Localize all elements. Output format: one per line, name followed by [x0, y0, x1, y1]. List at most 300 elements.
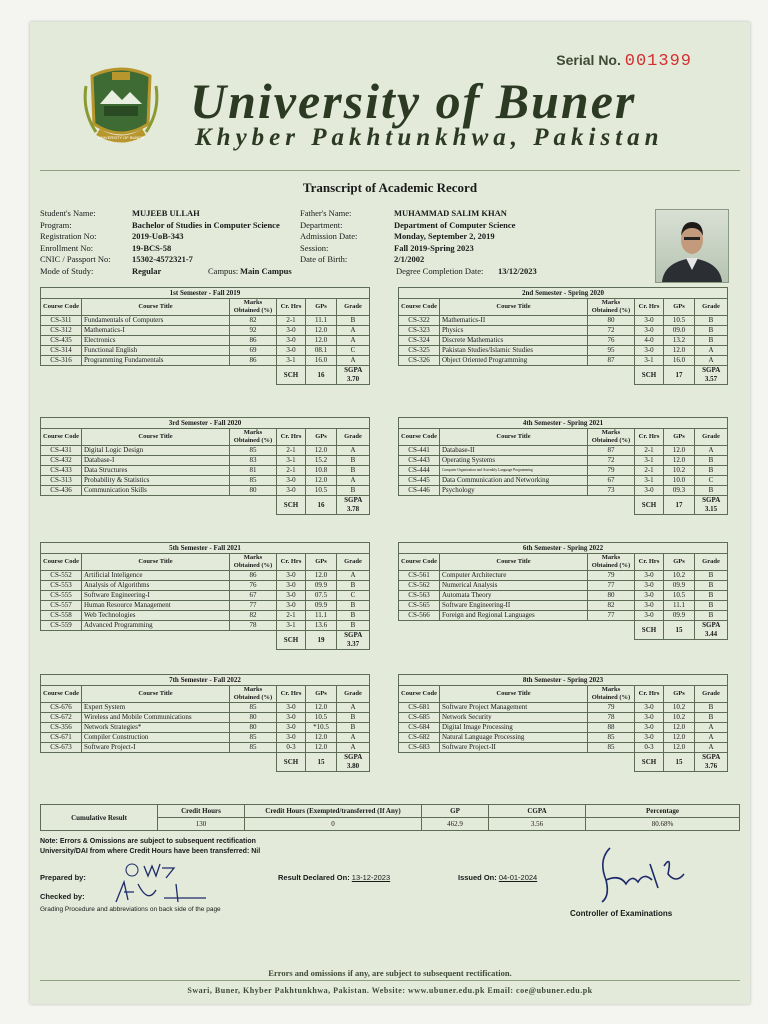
- course-cr: 0-3: [635, 743, 664, 753]
- course-row: [41, 733, 370, 743]
- course-code: CS-446: [399, 486, 440, 496]
- cnic-value: 15302-4572321-7: [132, 254, 193, 265]
- course-marks: 77: [588, 581, 635, 591]
- course-gps: 12.0: [664, 733, 695, 743]
- sch-label: SCH: [277, 753, 306, 772]
- course-gps: 12.0: [664, 446, 695, 456]
- course-grade: B: [695, 581, 728, 591]
- result-declared: [278, 873, 390, 882]
- course-cr: 3-0: [277, 346, 306, 356]
- course-cr: 3-0: [277, 326, 306, 336]
- course-gps: 12.0: [306, 476, 337, 486]
- footer-divider: [40, 980, 740, 981]
- col-code: Course Code: [399, 686, 440, 703]
- course-marks: 80: [230, 486, 277, 496]
- course-grade: A: [695, 346, 728, 356]
- sgpa-label: SGPA: [344, 366, 362, 374]
- col-grade: Grade: [695, 554, 728, 571]
- course-cr: 2-1: [277, 316, 306, 326]
- course-code: CS-445: [399, 476, 440, 486]
- semester-title: 6th Semester - Spring 2022: [399, 543, 728, 554]
- student-name: MUJEEB ULLAH: [132, 208, 200, 218]
- controller-title: Controller of Examinations: [570, 909, 673, 918]
- course-title: Advanced Programming: [82, 621, 230, 631]
- sgpa-label: SGPA: [344, 753, 362, 761]
- program-label: Program:: [40, 219, 72, 230]
- course-grade: A: [695, 733, 728, 743]
- address-footer: Swari, Buner, Khyber Pakhtunkhwa, Pakistan. Website: www.ubuner.edu.pk Email: coe@ubuner.edu.pk: [187, 986, 593, 995]
- course-code: CS-444: [399, 466, 440, 476]
- university-name: University of Buner: [190, 73, 637, 129]
- course-marks: 81: [230, 466, 277, 476]
- course-title: Analysis of Algorithms: [82, 581, 230, 591]
- col-cr: Cr. Hrs: [635, 554, 664, 571]
- serial-number: [556, 52, 692, 71]
- col-cr: Cr. Hrs: [277, 299, 306, 316]
- course-code: CS-325: [399, 346, 440, 356]
- admission-value: Monday, September 2, 2019: [394, 231, 495, 242]
- course-title: Probability & Statistics: [82, 476, 230, 486]
- course-marks: 72: [588, 456, 635, 466]
- course-title: Artificial Inteligence: [82, 571, 230, 581]
- col-title: Course Title: [440, 299, 588, 316]
- semester-table: [40, 417, 370, 515]
- course-grade: B: [695, 591, 728, 601]
- sgpa-label: SGPA: [702, 621, 720, 629]
- course-gps: 11.1: [306, 611, 337, 621]
- course-code: CS-316: [41, 356, 82, 366]
- declared-value: 13-12-2023: [351, 873, 391, 882]
- sch-label: SCH: [635, 496, 664, 515]
- course-gps: 12.0: [306, 571, 337, 581]
- col-title: Course Title: [440, 686, 588, 703]
- course-cr: 3-0: [635, 326, 664, 336]
- semester-table: [40, 542, 370, 650]
- semester-table: [398, 287, 728, 385]
- course-cr: 3-0: [277, 486, 306, 496]
- col-grade: Grade: [337, 554, 370, 571]
- course-marks: 95: [588, 346, 635, 356]
- course-grade: A: [695, 743, 728, 753]
- sgpa-label: SGPA: [702, 496, 720, 504]
- col-cr: Cr. Hrs: [277, 686, 306, 703]
- course-title: Communication Skills: [82, 486, 230, 496]
- course-cr: 3-0: [277, 581, 306, 591]
- course-title: Object Oriented Programming: [440, 356, 588, 366]
- col-grade: Grade: [337, 686, 370, 703]
- course-code: CS-432: [41, 456, 82, 466]
- course-gps: 11.1: [664, 601, 695, 611]
- sch-value: 17: [664, 366, 695, 385]
- semester-title: 7th Semester - Fall 2022: [41, 675, 370, 686]
- course-cr: 3-0: [635, 571, 664, 581]
- course-title: Functional English: [82, 346, 230, 356]
- course-title: Software Project-I: [82, 743, 230, 753]
- percentage-label: Percentage: [586, 805, 740, 818]
- col-gps: GPs: [306, 429, 337, 446]
- name-label: Student's Name:: [40, 208, 96, 218]
- col-title: Course Title: [82, 299, 230, 316]
- course-grade: B: [337, 621, 370, 631]
- col-code: Course Code: [399, 554, 440, 571]
- course-grade: B: [337, 486, 370, 496]
- course-gps: 07.5: [306, 591, 337, 601]
- semester-title: 4th Semester - Spring 2021: [399, 418, 728, 429]
- course-row: [399, 466, 728, 476]
- course-marks: 79: [588, 466, 635, 476]
- sch-value: 17: [664, 496, 695, 515]
- course-title: Electronics: [82, 336, 230, 346]
- course-code: CS-312: [41, 326, 82, 336]
- course-gps: 10.5: [664, 591, 695, 601]
- course-gps: 11.1: [306, 316, 337, 326]
- course-cr: 3-0: [635, 316, 664, 326]
- course-title: Automata Theory: [440, 591, 588, 601]
- col-grade: Grade: [337, 429, 370, 446]
- col-gps: GPs: [664, 554, 695, 571]
- course-title: Database-I: [82, 456, 230, 466]
- course-row: [41, 456, 370, 466]
- course-grade: A: [337, 571, 370, 581]
- course-marks: 82: [230, 611, 277, 621]
- course-gps: 10.2: [664, 466, 695, 476]
- course-gps: 12.0: [306, 336, 337, 346]
- course-title: Computer Architecture: [440, 571, 588, 581]
- course-cr: 3-1: [635, 476, 664, 486]
- course-code: CS-324: [399, 336, 440, 346]
- course-row: [399, 326, 728, 336]
- semester-table: [40, 287, 370, 385]
- course-row: [399, 486, 728, 496]
- father-label: Father's Name:: [300, 208, 352, 218]
- course-code: CS-685: [399, 713, 440, 723]
- sgpa-label: SGPA: [344, 631, 362, 639]
- session-value: Fall 2019-Spring 2023: [394, 242, 474, 253]
- percentage-value: 80.68%: [586, 818, 740, 831]
- dob-label: Date of Birth:: [300, 254, 348, 265]
- course-title: Network Strategies*: [82, 723, 230, 733]
- course-grade: C: [337, 591, 370, 601]
- mode-label: Mode of Study:: [40, 265, 94, 276]
- course-marks: 80: [230, 713, 277, 723]
- course-grade: A: [337, 743, 370, 753]
- semester-table: [398, 674, 728, 772]
- course-title: Data Communication and Networking: [440, 476, 588, 486]
- course-cr: 3-0: [277, 336, 306, 346]
- course-row: [399, 591, 728, 601]
- sgpa-cell: [337, 366, 370, 385]
- col-gps: GPs: [306, 299, 337, 316]
- sgpa-value: 3.70: [346, 375, 360, 383]
- course-marks: 86: [230, 356, 277, 366]
- course-title: Digital Logic Design: [82, 446, 230, 456]
- sgpa-cell: [695, 496, 728, 515]
- course-title: Human Resource Management: [82, 601, 230, 611]
- province-name: Khyber Pakhtunkhwa, Pakistan: [195, 124, 664, 151]
- sch-value: 15: [306, 753, 337, 772]
- course-title: Compiler Construction: [82, 733, 230, 743]
- course-grade: A: [337, 336, 370, 346]
- course-grade: A: [695, 446, 728, 456]
- col-marks: Marks Obtained (%): [230, 686, 277, 703]
- course-cr: 2-1: [277, 466, 306, 476]
- course-grade: B: [337, 581, 370, 591]
- col-cr: Cr. Hrs: [635, 299, 664, 316]
- course-grade: A: [337, 476, 370, 486]
- course-marks: 79: [588, 703, 635, 713]
- course-gps: *10.5: [306, 723, 337, 733]
- course-marks: 78: [230, 621, 277, 631]
- course-gps: 12.0: [306, 446, 337, 456]
- col-code: Course Code: [399, 429, 440, 446]
- course-grade: B: [695, 713, 728, 723]
- col-code: Course Code: [399, 299, 440, 316]
- course-gps: 10.8: [306, 466, 337, 476]
- registration-value: 2019-UoB-343: [132, 231, 184, 242]
- course-code: CS-436: [41, 486, 82, 496]
- course-gps: 09.9: [664, 611, 695, 621]
- grading-note: Grading Procedure and abbreviations on back side of the page: [40, 906, 221, 913]
- course-grade: B: [337, 316, 370, 326]
- course-code: CS-441: [399, 446, 440, 456]
- col-code: Course Code: [41, 429, 82, 446]
- sgpa-cell: [695, 753, 728, 772]
- sgpa-cell: [337, 631, 370, 650]
- course-marks: 80: [588, 316, 635, 326]
- course-title: Foreign and Regional Languages: [440, 611, 588, 621]
- sgpa-value: 3.15: [704, 505, 718, 513]
- course-marks: 76: [588, 336, 635, 346]
- sch-label: SCH: [635, 621, 664, 640]
- course-marks: 86: [230, 336, 277, 346]
- student-info-right: [300, 208, 537, 278]
- mode-value: Regular: [132, 265, 162, 276]
- col-title: Course Title: [82, 686, 230, 703]
- course-grade: B: [695, 486, 728, 496]
- course-code: CS-314: [41, 346, 82, 356]
- course-title: Operating Systems: [440, 456, 588, 466]
- course-marks: 85: [230, 743, 277, 753]
- exempted-label: Credit Hours (Exempted/transferred (If Any): [245, 805, 422, 818]
- course-code: CS-676: [41, 703, 82, 713]
- course-gps: 09.0: [664, 326, 695, 336]
- semester-title: 5th Semester - Fall 2021: [41, 543, 370, 554]
- course-row: [41, 621, 370, 631]
- course-title: Database-II: [440, 446, 588, 456]
- course-row: [41, 601, 370, 611]
- course-cr: 3-1: [277, 356, 306, 366]
- course-row: [41, 316, 370, 326]
- course-title: Mathematics-II: [440, 316, 588, 326]
- course-grade: B: [337, 466, 370, 476]
- course-marks: 88: [588, 723, 635, 733]
- course-grade: B: [695, 703, 728, 713]
- course-grade: B: [695, 571, 728, 581]
- course-title: Computer Organization and Assembly Language Programming: [440, 466, 588, 476]
- course-gps: 12.0: [306, 703, 337, 713]
- enrollment-value: 19-BCS-58: [132, 242, 172, 253]
- course-gps: 10.5: [664, 316, 695, 326]
- col-marks: Marks Obtained (%): [588, 554, 635, 571]
- course-code: CS-553: [41, 581, 82, 591]
- course-row: [399, 476, 728, 486]
- course-marks: 83: [230, 456, 277, 466]
- col-gps: GPs: [306, 686, 337, 703]
- col-cr: Cr. Hrs: [635, 686, 664, 703]
- sgpa-cell: [695, 621, 728, 640]
- course-row: [41, 713, 370, 723]
- course-row: [41, 571, 370, 581]
- course-row: [41, 326, 370, 336]
- course-grade: A: [337, 733, 370, 743]
- course-code: CS-671: [41, 733, 82, 743]
- course-cr: 3-0: [277, 476, 306, 486]
- course-code: CS-561: [399, 571, 440, 581]
- student-info-left: [40, 208, 292, 278]
- course-marks: 78: [588, 713, 635, 723]
- course-title: Expert System: [82, 703, 230, 713]
- course-cr: 3-0: [635, 486, 664, 496]
- sgpa-value: 3.78: [346, 505, 360, 513]
- course-cr: 3-0: [277, 703, 306, 713]
- course-marks: 73: [588, 486, 635, 496]
- course-row: [399, 713, 728, 723]
- course-code: CS-431: [41, 446, 82, 456]
- course-gps: 10.0: [664, 476, 695, 486]
- semester-title: 1st Semester - Fall 2019: [41, 288, 370, 299]
- col-marks: Marks Obtained (%): [588, 686, 635, 703]
- course-code: CS-323: [399, 326, 440, 336]
- col-grade: Grade: [695, 429, 728, 446]
- program-value: Bachelor of Studies in Computer Science: [132, 219, 280, 230]
- col-cr: Cr. Hrs: [277, 554, 306, 571]
- course-row: [399, 703, 728, 713]
- semester-table: [398, 417, 728, 515]
- course-cr: 3-0: [635, 581, 664, 591]
- logo-text: UNIVERSITY OF BUNER: [98, 135, 144, 140]
- course-row: [41, 703, 370, 713]
- course-code: CS-313: [41, 476, 82, 486]
- semester-title: 3rd Semester - Fall 2020: [41, 418, 370, 429]
- col-gps: GPs: [664, 299, 695, 316]
- course-title: Digital Image Processing: [440, 723, 588, 733]
- course-cr: 3-0: [635, 346, 664, 356]
- serial-label: Serial No.: [556, 52, 621, 68]
- sch-value: 16: [306, 366, 337, 385]
- course-code: CS-433: [41, 466, 82, 476]
- cgpa-value: 3.56: [489, 818, 586, 831]
- course-row: [41, 486, 370, 496]
- course-gps: 08.1: [306, 346, 337, 356]
- controller-signature-icon: [580, 844, 690, 906]
- course-grade: B: [695, 336, 728, 346]
- document-title: Transcript of Academic Record: [302, 180, 478, 195]
- sgpa-value: 3.76: [704, 762, 718, 770]
- course-cr: 0-3: [277, 743, 306, 753]
- credit-hours-value: 130: [158, 818, 245, 831]
- course-grade: B: [337, 456, 370, 466]
- semester-title: 8th Semester - Spring 2023: [399, 675, 728, 686]
- campus-value: Main Campus: [240, 265, 292, 276]
- col-marks: Marks Obtained (%): [230, 429, 277, 446]
- course-cr: 3-1: [635, 356, 664, 366]
- course-row: [399, 733, 728, 743]
- exempted-value: 0: [245, 818, 422, 831]
- completion-value: 13/12/2023: [498, 265, 537, 276]
- course-title: Data Structures: [82, 466, 230, 476]
- note-line-1: Note: Errors & Omissions are subject to subsequent rectification: [40, 838, 256, 845]
- course-title: Mathematics-I: [82, 326, 230, 336]
- course-cr: 2-1: [635, 446, 664, 456]
- course-code: CS-672: [41, 713, 82, 723]
- sgpa-cell: [695, 366, 728, 385]
- course-marks: 69: [230, 346, 277, 356]
- course-grade: B: [337, 611, 370, 621]
- admission-label: Admission Date:: [300, 231, 358, 242]
- checked-by: Checked by:: [40, 892, 85, 901]
- course-gps: 10.2: [664, 571, 695, 581]
- course-cr: 3-1: [277, 621, 306, 631]
- course-gps: 12.0: [306, 743, 337, 753]
- course-marks: 85: [588, 743, 635, 753]
- course-cr: 3-0: [277, 601, 306, 611]
- course-gps: 12.0: [306, 326, 337, 336]
- course-row: [41, 356, 370, 366]
- col-gps: GPs: [306, 554, 337, 571]
- sgpa-label: SGPA: [344, 496, 362, 504]
- course-code: CS-565: [399, 601, 440, 611]
- errors-footer: Errors and omissions if any, are subject to subsequent rectification.: [268, 968, 512, 978]
- course-title: Psychology: [440, 486, 588, 496]
- course-cr: 3-1: [635, 456, 664, 466]
- course-grade: A: [337, 326, 370, 336]
- course-row: [41, 346, 370, 356]
- col-marks: Marks Obtained (%): [230, 554, 277, 571]
- col-marks: Marks Obtained (%): [588, 429, 635, 446]
- course-title: Physics: [440, 326, 588, 336]
- cnic-label: CNIC / Passport No:: [40, 254, 111, 265]
- course-code: CS-558: [41, 611, 82, 621]
- course-code: CS-557: [41, 601, 82, 611]
- course-gps: 10.5: [306, 713, 337, 723]
- course-code: CS-443: [399, 456, 440, 466]
- course-marks: 77: [230, 601, 277, 611]
- sch-label: SCH: [635, 366, 664, 385]
- course-cr: 3-0: [635, 601, 664, 611]
- course-gps: 13.6: [306, 621, 337, 631]
- sch-value: 19: [306, 631, 337, 650]
- course-title: Pakistan Studies/Islamic Studies: [440, 346, 588, 356]
- course-cr: 3-0: [635, 611, 664, 621]
- cgpa-label: CGPA: [489, 805, 586, 818]
- session-label: Session:: [300, 242, 329, 253]
- course-grade: B: [695, 316, 728, 326]
- notes: [40, 837, 260, 856]
- course-row: [41, 336, 370, 346]
- course-title: Software Project Management: [440, 703, 588, 713]
- course-marks: 67: [588, 476, 635, 486]
- sgpa-value: 3.57: [704, 375, 718, 383]
- sch-value: 15: [664, 621, 695, 640]
- course-gps: 13.2: [664, 336, 695, 346]
- course-title: Software Engineering-I: [82, 591, 230, 601]
- semester-title: 2nd Semester - Spring 2020: [399, 288, 728, 299]
- course-title: Fundamentals of Computers: [82, 316, 230, 326]
- course-row: [399, 581, 728, 591]
- col-cr: Cr. Hrs: [635, 429, 664, 446]
- sgpa-cell: [337, 753, 370, 772]
- course-grade: A: [337, 703, 370, 713]
